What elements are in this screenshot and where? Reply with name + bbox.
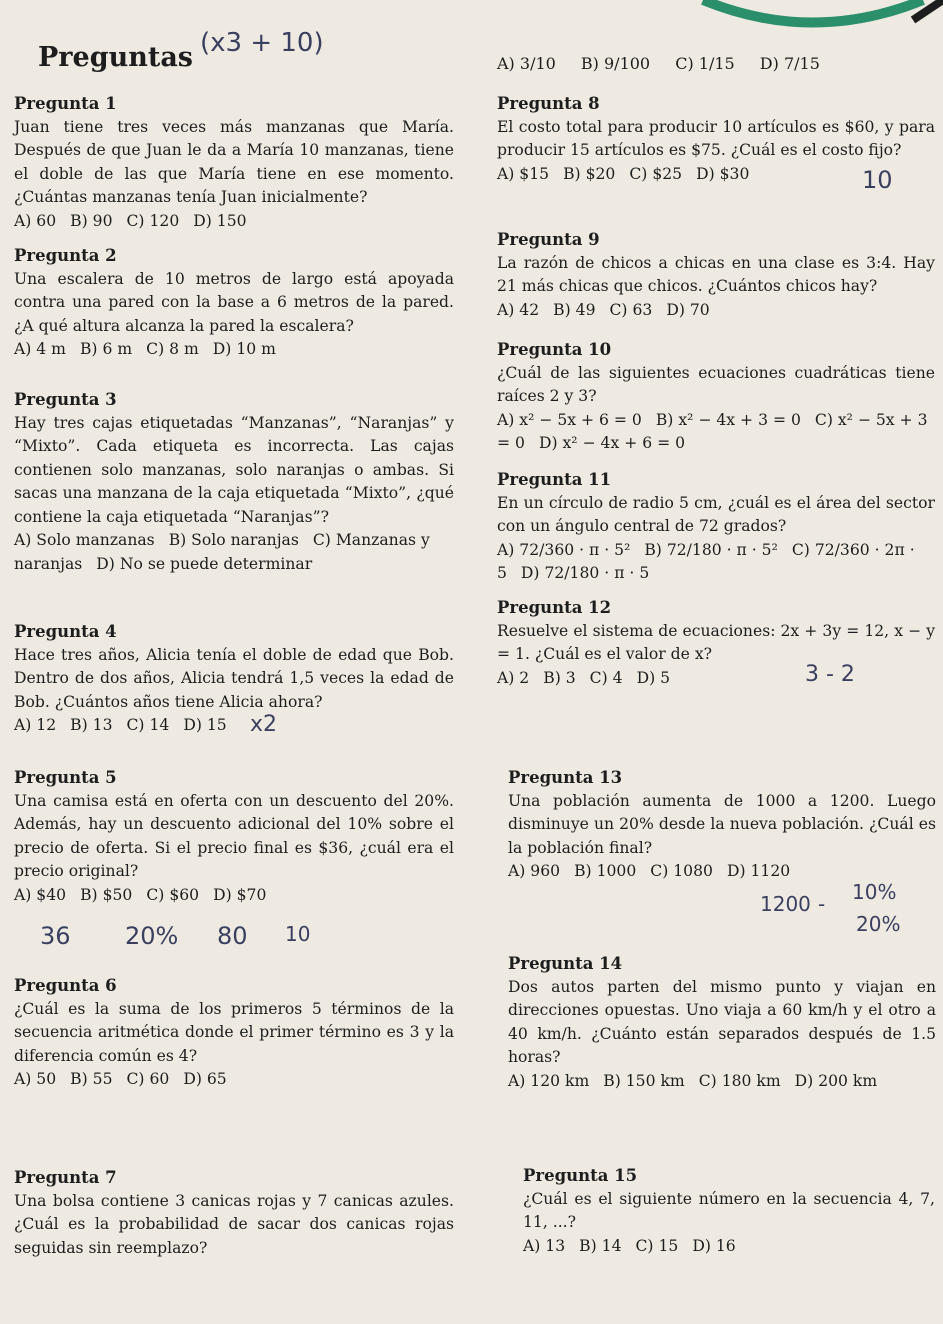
option[interactable]: C) 120 [126,211,180,230]
option[interactable]: C) 60 [126,1070,170,1088]
option[interactable]: A) 12 [14,716,57,734]
hand-note: 10 [285,922,311,946]
handwritten-q8-work: 10 [862,166,893,194]
question-7 [14,1166,454,1260]
option[interactable]: B) 14 [579,1236,622,1255]
option[interactable]: D) 200 km [794,1071,878,1090]
option[interactable]: A) 2 [497,668,530,687]
option[interactable]: B) Solo naranjas [168,531,299,549]
option[interactable]: C) x² − 5x + 3 = 0 [497,410,928,452]
page-title: Preguntas [38,42,194,73]
option[interactable]: A) $15 [497,164,550,183]
option[interactable]: C) 15 [635,1236,679,1255]
question-9 [497,228,935,322]
option[interactable]: A) 4 m [14,340,66,358]
option[interactable]: D) 1120 [726,862,791,880]
question-6 [14,974,454,1092]
option[interactable]: D) 65 [183,1070,227,1088]
option[interactable]: D) x² − 4x + 6 = 0 [538,434,686,452]
question-title: Pregunta 10 [497,340,612,359]
option[interactable]: C) $25 [629,164,683,183]
hand-note: 20% [125,922,179,950]
question-options [497,299,935,323]
question-options [14,714,454,738]
question-options [14,1068,454,1092]
question-text: El costo total para producir 10 artículos es $60, y para producir 15 artículos es $75. ¿Cuál es el costo fijo? [497,117,935,159]
option[interactable]: D) No se puede determinar [96,554,313,573]
option[interactable]: D) 150 [193,211,247,230]
question-text: Hay tres cajas etiquetadas “Manzanas”, “Naranjas” y “Mixto”. Cada etiqueta es incorrecta. Las cajas contienen solo manzanas, solo naranjas o ambas. Si sacas una manzana de la caja etiquetada “Mixto”, ¿qué contiene la caja etiquetada “Naranjas”? [14,413,454,526]
question-2 [14,244,454,362]
question-text: ¿Cuál de las siguientes ecuaciones cuadráticas tiene raíces 2 y 3? [497,363,935,405]
question-text: Una población aumenta de 1000 a 1200. Luego disminuye un 20% desde la nueva población. ¿Cuál es la población final? [508,791,936,857]
option[interactable]: C) 63 [609,300,653,319]
option[interactable]: B) 72/180 · π · 5² [644,540,778,559]
question-title: Pregunta 9 [497,230,600,249]
option[interactable]: A) 960 [508,862,561,880]
option[interactable]: C) 4 [589,668,623,687]
question-12 [497,596,935,690]
question-title: Pregunta 4 [14,622,117,641]
top-option[interactable]: A) 3/10 [497,54,556,73]
option[interactable]: B) 150 km [603,1071,685,1090]
option[interactable]: C) 72/360 · 2π · 5 [497,540,915,582]
option[interactable]: A) 120 km [508,1071,590,1090]
question-title: Pregunta 11 [497,470,612,489]
question-text: ¿Cuál es la suma de los primeros 5 términos de la secuencia aritmética donde el primer término es 3 y la diferencia común es 4? [14,999,454,1065]
option[interactable]: C) 1080 [650,862,713,880]
option[interactable]: D) 16 [692,1236,736,1255]
option[interactable]: B) 55 [70,1070,113,1088]
handwritten-q4-work: x2 [250,712,278,737]
question-text: Dos autos parten del mismo punto y viajan en direcciones opuestas. Uno viaja a 60 km/h y el otro a 40 km/h. ¿Cuánto están separados después de 1.5 horas? [508,977,936,1066]
question-14 [508,952,936,1093]
option[interactable]: A) 72/360 · π · 5² [497,540,631,559]
question-title: Pregunta 6 [14,976,117,995]
question-options [14,529,454,576]
option[interactable]: C) Manzanas y naranjas [14,531,430,573]
handwritten-title-note: (x3 + 10) [200,28,324,58]
question-3 [14,388,454,576]
option[interactable]: D) $30 [696,164,750,183]
question-title: Pregunta 1 [14,94,117,113]
question-15 [523,1164,935,1258]
question-title: Pregunta 3 [14,390,117,409]
question-title: Pregunta 14 [508,954,623,973]
question-13 [508,766,936,884]
question-options [508,1070,936,1094]
question-text: Juan tiene tres veces más manzanas que María. Después de que Juan le da a María 10 manzanas, tiene el doble de las que María tiene en ese momento. ¿Cuántas manzanas tenía Juan inicialmente? [14,117,454,206]
question-options [497,667,935,691]
hand-note: 1200 [760,892,811,916]
decorative-arc [683,0,943,40]
option[interactable]: B) 90 [70,211,113,230]
question-options [14,884,454,908]
question-options [497,539,935,586]
option[interactable]: B) 6 m [79,340,133,358]
question-text: Una escalera de 10 metros de largo está apoyada contra una pared con la base a 6 metros de la pared. ¿A qué altura alcanza la pared la escalera? [14,269,454,335]
option[interactable]: A) $40 [14,885,67,904]
question-4 [14,620,454,738]
question-10 [497,338,935,456]
question-title: Pregunta 7 [14,1168,117,1187]
question-text: Hace tres años, Alicia tenía el doble de edad que Bob. Dentro de dos años, Alicia tendrá 1,5 veces la edad de Bob. ¿Cuántos años tiene Alicia ahora? [14,645,454,711]
option[interactable]: A) 50 [14,1070,57,1088]
question-text: En un círculo de radio 5 cm, ¿cuál es el área del sector con un ángulo central de 72 grados? [497,493,935,535]
hand-note: 36 [40,922,71,950]
question-11 [497,468,935,586]
option[interactable]: D) 70 [666,300,710,319]
question-options [497,409,935,456]
question-text: La razón de chicos a chicas en una clase es 3:4. Hay 21 más chicas que chicos. ¿Cuántos chicos hay? [497,253,935,295]
question-title: Pregunta 5 [14,768,117,787]
option[interactable]: C) 180 km [698,1071,781,1090]
top-options [497,54,840,73]
handwritten-q12-work: 3 - 2 [805,662,855,687]
option[interactable]: C) 14 [126,716,170,734]
option[interactable]: A) 42 [497,300,540,319]
option[interactable]: B) 3 [543,668,576,687]
question-options [14,338,454,362]
option[interactable]: D) 5 [636,668,671,687]
top-option[interactable]: D) 7/15 [759,54,820,73]
option[interactable]: B) $20 [563,164,616,183]
option[interactable]: B) 1000 [574,862,637,880]
question-options [14,210,454,234]
question-title: Pregunta 2 [14,246,117,265]
question-5 [14,766,454,907]
option[interactable]: C) $60 [146,885,200,904]
hand-note: 10% [852,880,897,904]
option[interactable]: B) 49 [553,300,596,319]
option[interactable]: D) $70 [213,885,267,904]
option[interactable]: D) 15 [183,716,227,734]
hand-note: 80 [217,922,248,950]
top-option[interactable]: C) 1/15 [675,54,735,73]
question-title: Pregunta 13 [508,768,623,787]
option[interactable]: A) 13 [523,1236,566,1255]
hand-note: 20% [856,912,901,936]
option[interactable]: C) 8 m [146,340,199,358]
option[interactable]: B) x² − 4x + 3 = 0 [655,410,801,429]
question-options [523,1235,935,1259]
question-title: Pregunta 8 [497,94,600,113]
option[interactable]: B) 13 [70,716,113,734]
question-title: Pregunta 15 [523,1166,638,1185]
question-text: Una camisa está en oferta con un descuento del 20%. Además, hay un descuento adicional del 10% sobre el precio de oferta. Si el precio final es $36, ¿cuál era el precio original? [14,791,454,880]
question-text: Una bolsa contiene 3 canicas rojas y 7 canicas azules. ¿Cuál es la probabilidad de sacar dos canicas rojas seguidas sin reemplazo? [14,1191,454,1257]
question-1 [14,92,454,233]
option[interactable]: D) 72/180 · π · 5 [520,564,650,582]
option[interactable]: B) $50 [80,885,133,904]
option[interactable]: A) x² − 5x + 6 = 0 [497,410,642,429]
top-option[interactable]: B) 9/100 [580,54,651,73]
option[interactable]: D) 10 m [212,340,276,358]
option[interactable]: A) Solo manzanas [14,531,155,549]
question-text: ¿Cuál es el siguiente número en la secuencia 4, 7, 11, ...? [523,1189,935,1231]
hand-note: - [818,892,826,916]
question-title: Pregunta 12 [497,598,612,617]
option[interactable]: A) 60 [14,211,57,230]
question-text: Resuelve el sistema de ecuaciones: 2x + 3y = 12, x − y = 1. ¿Cuál es el valor de x? [497,621,935,663]
